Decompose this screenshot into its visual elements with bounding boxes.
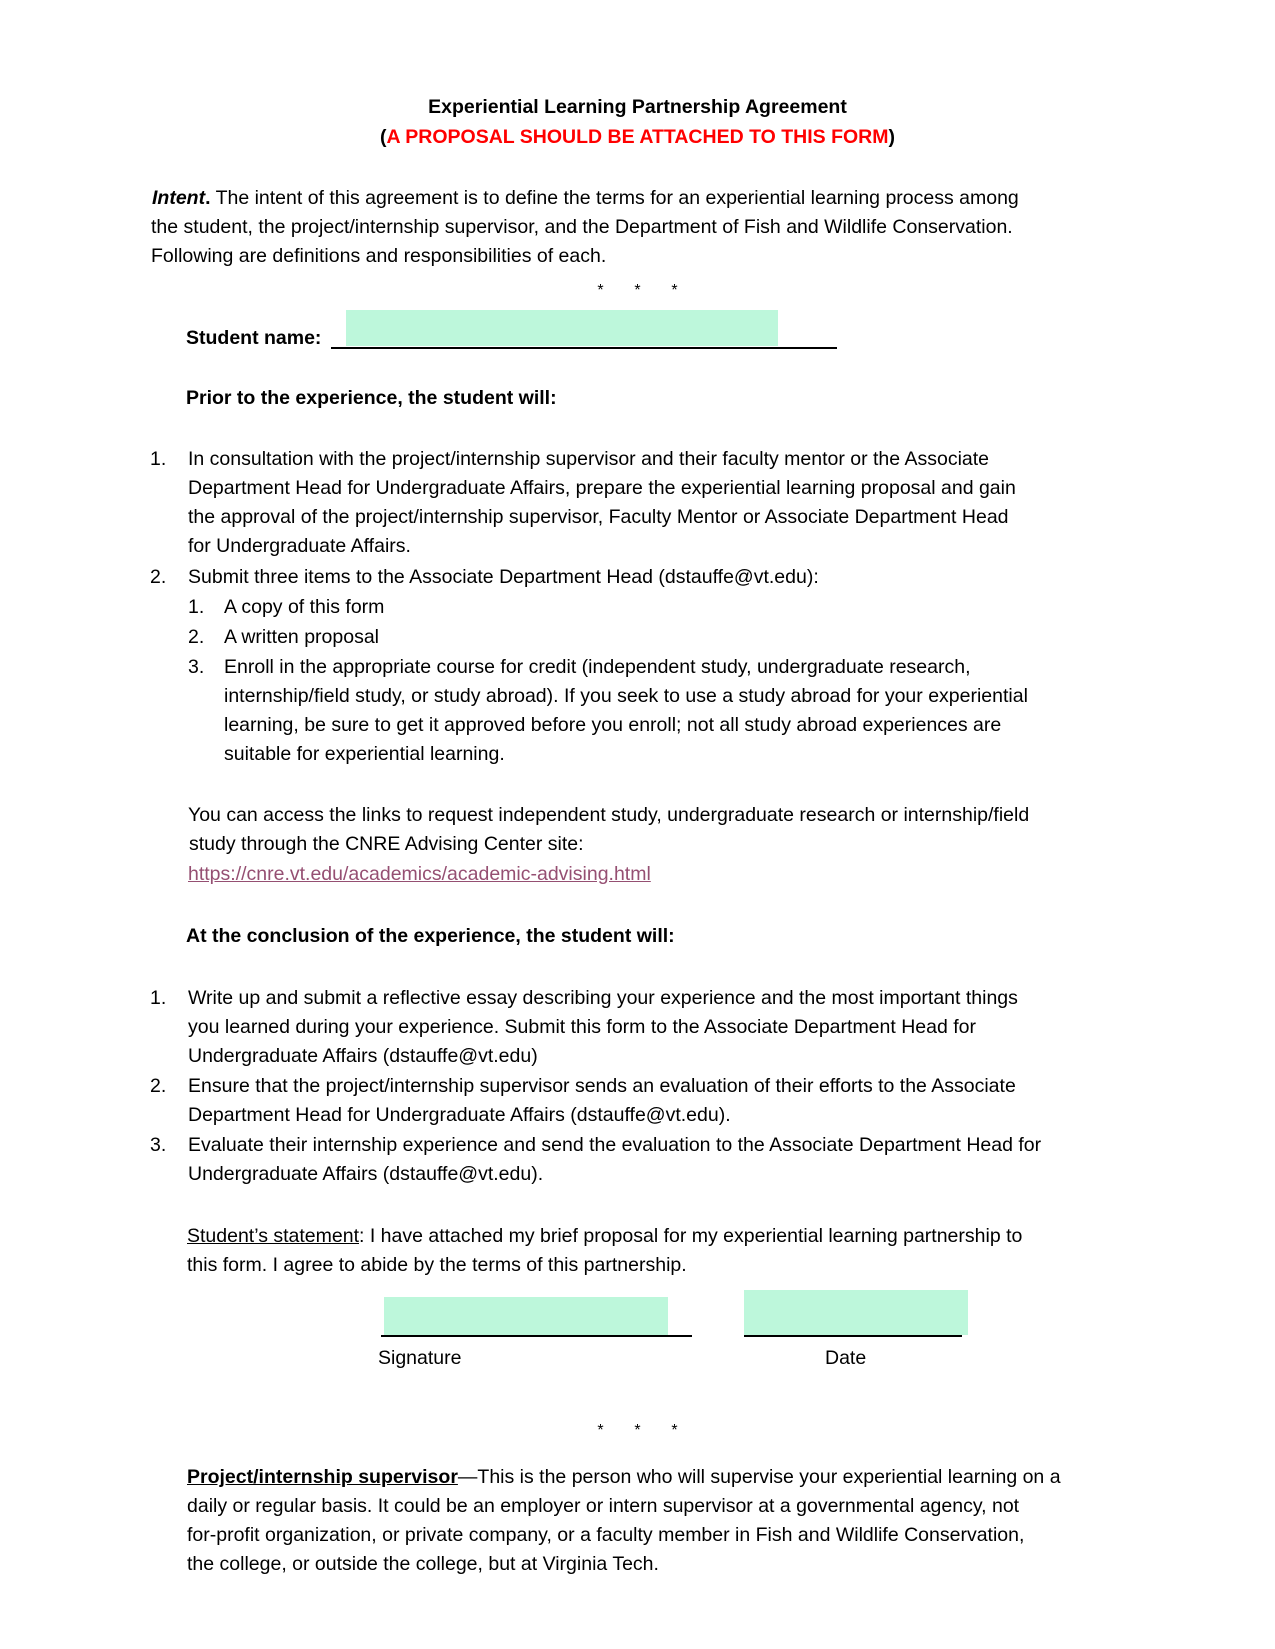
intent-text: The intent of this agreement is to define the terms for an experiential learning process among <box>210 187 1019 209</box>
signature-label: Signature <box>378 1347 462 1369</box>
list-item-text: Write up and submit a reflective essay describing your experience and the most important things <box>188 987 1018 1009</box>
supervisor-text: —This is the person who will supervise your experiential learning on a <box>457 1466 1061 1488</box>
advising-center-link[interactable]: https://cnre.vt.edu/academics/academic-advising.html <box>188 863 651 885</box>
list-number: 3. <box>150 1134 167 1156</box>
student-name-field[interactable] <box>346 310 778 346</box>
supervisor-label: Project/internship supervisor <box>187 1466 458 1488</box>
supervisor-line-2: daily or regular basis. It could be an employer or intern supervisor at a governmental agency, not <box>187 1495 1020 1517</box>
conclusion-heading: At the conclusion of the experience, the student will: <box>186 925 675 947</box>
list-item-text: Evaluate their internship experience and send the evaluation to the Associate Department Head for <box>188 1134 1042 1156</box>
list-number: 2. <box>150 566 167 588</box>
supervisor-line-3: for-profit organization, or private company, or a faculty member in Fish and Wildlife Conservation, <box>187 1524 1025 1546</box>
statement-line-2: this form. I agree to abide by the terms of this partnership. <box>187 1254 687 1276</box>
list-item-text: Department Head for Undergraduate Affairs, prepare the experiential learning proposal and gain <box>188 477 1016 499</box>
sublist-item-text: A written proposal <box>224 626 380 648</box>
sublist-item-text: internship/field study, or study abroad). If you seek to use a study abroad for your experiential <box>224 685 1028 707</box>
proposal-notice <box>0 123 1275 153</box>
supervisor-line-1 <box>187 1463 1061 1493</box>
intent-line-1 <box>152 184 1019 214</box>
list-item-text: for Undergraduate Affairs. <box>188 535 411 557</box>
statement-text: : I have attached my brief proposal for my experiential learning partnership to <box>359 1225 1023 1247</box>
sublist-item-text: suitable for experiential learning. <box>224 743 505 765</box>
date-field[interactable] <box>744 1290 968 1335</box>
list-number: 1. <box>150 448 167 470</box>
asterisk: * <box>634 1422 641 1439</box>
student-name-underline <box>331 347 837 349</box>
list-item-text: you learned during your experience. Submit this form to the Associate Department Head for <box>188 1016 976 1038</box>
sublist-item-text: A copy of this form <box>224 596 385 618</box>
list-item-text: In consultation with the project/internship supervisor and their faculty mentor or the Associate <box>188 448 990 470</box>
asterisk: * <box>634 282 641 299</box>
asterisk: * <box>597 282 604 299</box>
prior-heading: Prior to the experience, the student will: <box>186 387 557 409</box>
intent-line-3: Following are definitions and responsibilities of each. <box>151 245 607 267</box>
statement-line-1 <box>187 1222 1022 1252</box>
advising-note: You can access the links to request independent study, undergraduate research or internship/field <box>188 804 1030 826</box>
section-separator <box>582 1422 693 1440</box>
paren-close: ) <box>888 126 895 148</box>
date-label: Date <box>825 1347 867 1369</box>
supervisor-line-4: the college, or outside the college, but at Virginia Tech. <box>187 1553 659 1575</box>
proposal-warning-text: A PROPOSAL SHOULD BE ATTACHED TO THIS FORM <box>386 126 889 148</box>
signature-field[interactable] <box>384 1297 668 1335</box>
intent-line-2: the student, the project/internship supervisor, and the Department of Fish and Wildlife Conservation. <box>151 216 1013 238</box>
sublist-number: 1. <box>188 596 205 618</box>
list-item-text: Ensure that the project/internship supervisor sends an evaluation of their efforts to the Associate <box>188 1075 1016 1097</box>
student-name-label: Student name: <box>186 327 322 349</box>
date-underline <box>744 1335 962 1337</box>
list-item-text: Undergraduate Affairs (dstauffe@vt.edu). <box>188 1163 544 1185</box>
list-item-text: the approval of the project/internship supervisor, Faculty Mentor or Associate Department Head <box>188 506 1009 528</box>
list-item-text: Submit three items to the Associate Department Head (dstauffe@vt.edu): <box>188 566 819 588</box>
list-number: 1. <box>150 987 167 1009</box>
list-item-text: Undergraduate Affairs (dstauffe@vt.edu) <box>188 1045 538 1067</box>
asterisk: * <box>597 1422 604 1439</box>
signature-underline <box>381 1335 692 1337</box>
sublist-item-text: Enroll in the appropriate course for credit (independent study, undergraduate research, <box>224 656 971 678</box>
intent-label: Intent <box>152 187 206 209</box>
sublist-number: 2. <box>188 626 205 648</box>
list-number: 2. <box>150 1075 167 1097</box>
statement-label: Student’s statement <box>187 1225 359 1247</box>
asterisk: * <box>671 282 678 299</box>
asterisk: * <box>671 1422 678 1439</box>
advising-note: study through the CNRE Advising Center site: <box>189 833 584 855</box>
sublist-item-text: learning, be sure to get it approved before you enroll; not all study abroad experiences are <box>224 714 1002 736</box>
intent-label-punct: . <box>205 187 211 209</box>
section-separator <box>582 282 693 300</box>
sublist-number: 3. <box>188 656 205 678</box>
paren-open: ( <box>380 126 387 148</box>
list-item-text: Department Head for Undergraduate Affairs (dstauffe@vt.edu). <box>188 1104 731 1126</box>
page-title: Experiential Learning Partnership Agreement <box>428 96 847 118</box>
